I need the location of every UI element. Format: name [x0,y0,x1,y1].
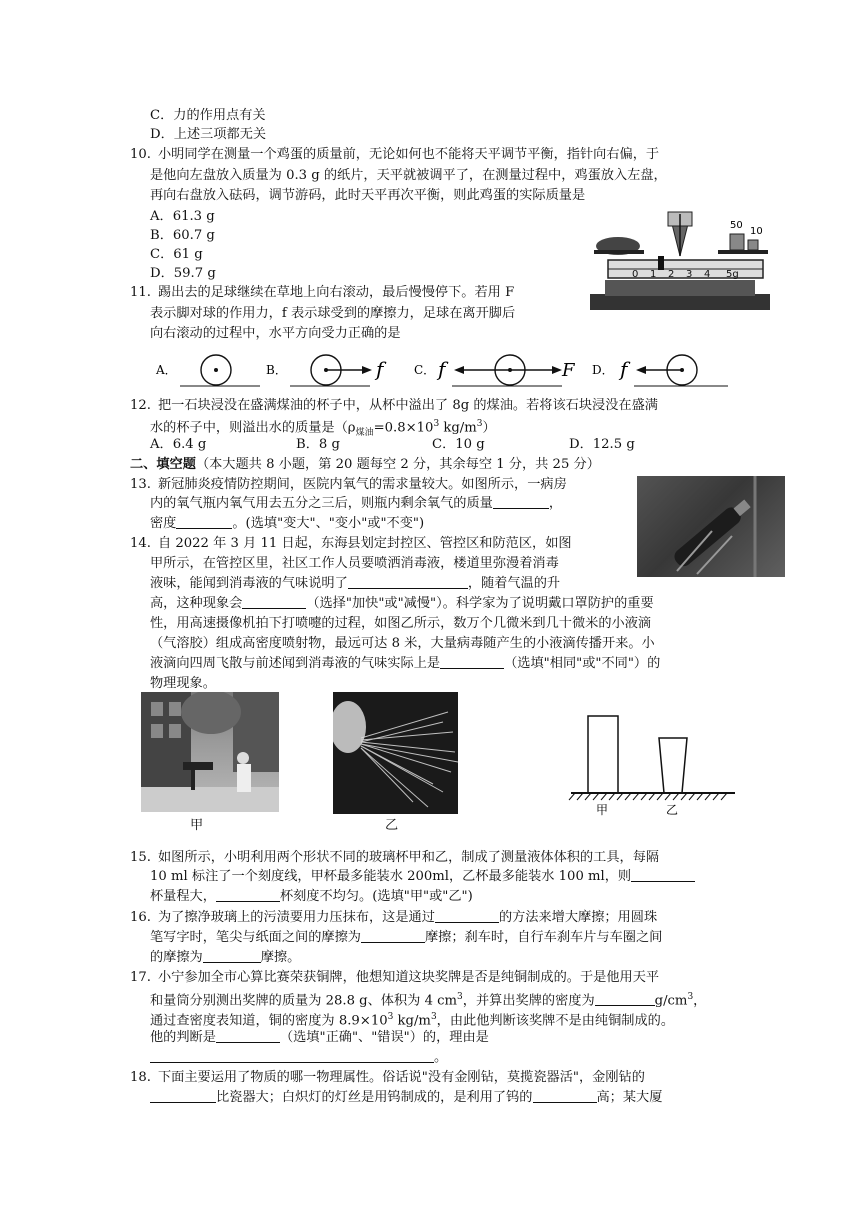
q12-option-c: C．10 g [432,437,485,452]
scale-tick-4: 4 [704,269,711,280]
cup-yi-label: 乙 [666,803,679,817]
option-d-label: D． [592,363,614,377]
d-friction-f: f [620,357,628,381]
q11-number: 11. [130,285,151,300]
q15-line-2: 10 ml 标注了一个刻度线，甲杯最多能装水 200ml，乙杯最多能装水 100 ml，则 [150,867,695,886]
sneeze-photo [333,692,458,814]
q11-line-2: 表示脚对球的作用力，f 表示球受到的摩擦力，足球在离开脚后 [150,306,516,321]
cups-figure [565,700,740,820]
scale-tick-5g: 5g [726,269,739,280]
q10-option-d: D．59.7 g [150,266,216,281]
q14-line-6: （气溶胶）组成高密度喷射物，最远可达 8 米，大量病毒随产生的小液滴传播开来。小 [150,636,655,651]
q15-number: 15. [130,850,151,865]
force-diagrams [150,348,740,392]
q16-line-3: 的摩擦为 摩擦。 [150,950,301,965]
weight-label-50: 50 [730,220,743,231]
c-force-F: F [562,360,575,381]
q14-line-7: 液滴向四周飞散与前述闻到消毒液的气味实际上是 （选填"相同"或"不同"）的 [150,656,661,671]
option-a-label: A． [156,363,177,377]
q17-line-5: 。 [150,1048,447,1067]
q10-option-b: B．60.7 g [150,228,215,243]
q13-line-1: 新冠肺炎疫情防控期间，医院内氧气的需求量较大。如图所示，一病房 [158,477,567,492]
q16-line-1: 为了擦净玻璃上的污渍要用力压抹布，这是通过 的方法来增大摩擦；用圆珠 [158,910,658,925]
q12-line-2: 水的杯子中，则溢出水的质量是（$\rho_{煤油}=0.8\times 10^3$ $kg/m^3$） [150,419,496,439]
scale-tick-1: 1 [650,269,657,280]
q13-line-3: 密度 。(选填"变大"、"变小"或"不变") [150,516,425,531]
q13-line-2: 内的氧气瓶内氧气用去五分之三后，则瓶内剩余氧气的质量 ， [150,496,563,511]
option-c-label: C． [414,363,436,377]
q11-line-1: 踢出去的足球继续在草地上向右滚动，最后慢慢停下。若用 F [158,285,515,300]
q14-line-2: 甲所示，在管控区里，社区工作人员要喷洒消毒液，楼道里弥漫着消毒 [150,556,559,571]
c-friction-f: f [438,357,446,381]
weight-label-10: 10 [750,226,763,237]
q11-line-3: 向右滚动的过程中，水平方向受力正确的是 [150,326,401,341]
q12-option-d: D．12.5 g [569,437,635,452]
q16-line-2: 笔写字时，笔尖与纸面之间的摩擦为 摩擦；刹车时，自行车刹车片与车圈之间 [150,930,663,945]
q12-number: 12. [130,398,151,413]
section-heading: 二、填空题（本大题共 8 小题，第 20 题每空 2 分，其余每空 1 分，共 25 分） [130,457,600,472]
q17-line-1: 小宁参加全市心算比赛荣获铜牌，他想知道这块奖牌是否是纯铜制成的。于是他用天平 [158,970,660,985]
q10-number: 10. [130,147,151,162]
caption-yi: 乙 [385,818,399,833]
balance-scale-figure [580,206,780,316]
option-b-label: B． [266,363,287,377]
oxygen-bottle-photo [637,476,785,577]
disinfection-photo [141,692,279,812]
q10-line-1: 小明同学在测量一个鸡蛋的质量前，无论如何也不能将天平调节平衡，指针向右偏，于 [158,147,660,162]
q14-number: 14. [130,536,151,551]
q9-option-c: C．力的作用点有关 [150,108,266,123]
q15-line-1: 如图所示，小明利用两个形状不同的玻璃杯甲和乙，制成了测量液体体积的工具，每隔 [158,850,660,865]
q18-line-2: 比瓷器大；白炽灯的灯丝是用钨制成的，是利用了钨的 高；某大厦 [150,1088,662,1107]
scale-tick-0: 0 [632,269,639,280]
q18-line-1: 下面主要运用了物质的哪一物理属性。俗话说"没有金刚钻，莫揽瓷器活"，金刚钻的 [158,1070,645,1085]
b-friction-f: f [376,357,384,381]
q14-line-8: 物理现象。 [150,676,216,691]
caption-jia: 甲 [190,818,204,833]
cup-jia-label: 甲 [596,803,609,817]
scale-tick-3: 3 [686,269,693,280]
q17-line-3: 通过查密度表知道，铜的密度为 $8.9\times 10^3$ $kg/m^3$，由此他判断该奖牌不是由纯铜制成的。 [150,1012,675,1029]
q10-option-c: C．61 g [150,247,203,262]
q16-number: 16. [130,910,151,925]
q10-line-3: 再向右盘放入砝码，调节游码，此时天平再次平衡，则此鸡蛋的实际质量是 [150,188,586,203]
q9-option-d: D．上述三项都无关 [150,127,267,142]
q17-number: 17. [130,970,151,985]
scale-tick-2: 2 [668,269,675,280]
q10-line-2: 是他向左盘放入质量为 0.3 g 的纸片，天平就被调平了，在测量过程中，鸡蛋放入左盘， [150,168,667,183]
q14-line-3: 液味，能闻到消毒液的气味说明了 ，随着气温的升 [150,576,561,591]
q14-line-1: 自 2022 年 3 月 11 日起，东海县划定封控区、管控区和防范区，如图 [158,536,572,551]
q17-line-2: 和量筒分别测出奖牌的质量为 28.8 g、体积为 4 $cm^3$，并算出奖牌的密度为 $g/cm^3$， [150,992,707,1009]
q13-number: 13. [130,477,151,492]
q12-option-a: A．6.4 g [150,437,207,452]
q14-line-4: 高，这种现象会 （选择"加快"或"减慢"）。科学家为了说明戴口罩防护的重要 [150,596,654,611]
q12-option-b: B．8 g [296,437,340,452]
q15-line-3: 杯量程大， 杯刻度不均匀。(选填"甲"或"乙") [150,889,473,904]
q12-line-1: 把一石块浸没在盛满煤油的杯子中，从杯中溢出了 8g 的煤油。若将该石块浸没在盛满 [158,398,658,413]
q10-option-a: A．61.3 g [150,209,215,224]
q14-line-5: 性，用高速摄像机拍下打喷嚏的过程，如图乙所示，数万个几微米到几十微米的小液滴 [150,616,652,631]
q18-number: 18. [130,1070,151,1085]
q17-line-4: 他的判断是 （选填"正确"、"错误"）的，理由是 [150,1030,489,1045]
